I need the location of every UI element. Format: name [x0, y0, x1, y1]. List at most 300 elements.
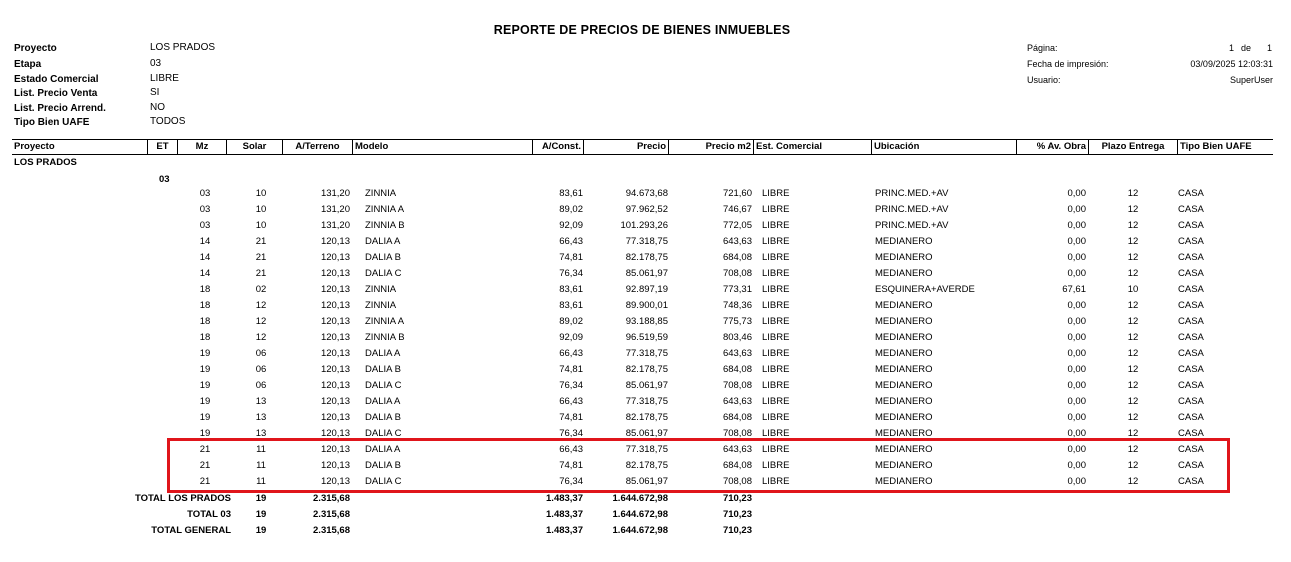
cell-preciom2: 708,08 — [722, 380, 752, 391]
cell-mz: 19 — [199, 412, 211, 423]
cell-aterreno: 120,13 — [320, 284, 350, 295]
cell-precio: 77.318,75 — [625, 444, 668, 455]
cell-modelo: DALIA C — [365, 380, 402, 391]
total-label: TOTAL 03 — [187, 509, 231, 520]
cell-plazo: 12 — [1127, 300, 1139, 311]
cell-solar: 06 — [255, 364, 267, 375]
cell-precio: 94.673,68 — [625, 188, 668, 199]
cell-estado: LIBRE — [762, 204, 790, 215]
cell-avance: 0,00 — [1067, 316, 1086, 327]
cell-solar: 06 — [255, 380, 267, 391]
cell-mz: 19 — [199, 348, 211, 359]
cell-plazo: 12 — [1127, 348, 1139, 359]
cell-tipo: CASA — [1178, 268, 1204, 279]
group-project: LOS PRADOS — [14, 157, 77, 168]
cell-avance: 0,00 — [1067, 188, 1086, 199]
cell-modelo: DALIA A — [365, 348, 401, 359]
cell-avance: 0,00 — [1067, 380, 1086, 391]
cell-tipo: CASA — [1178, 332, 1204, 343]
table-header — [12, 139, 1273, 155]
cell-aconst: 74,81 — [559, 460, 583, 471]
cell-estado: LIBRE — [762, 364, 790, 375]
cell-mz: 19 — [199, 428, 211, 439]
cell-preciom2: 708,08 — [722, 268, 752, 279]
total-label: TOTAL LOS PRADOS — [134, 493, 231, 504]
column-header: Est. Comercial — [754, 140, 872, 154]
cell-aconst: 83,61 — [559, 284, 583, 295]
cell-estado: LIBRE — [762, 300, 790, 311]
cell-preciom2: 708,08 — [722, 428, 752, 439]
cell-plazo: 12 — [1127, 236, 1139, 247]
cell-tipo: CASA — [1178, 380, 1204, 391]
cell-estado: LIBRE — [762, 444, 790, 455]
cell-aterreno: 120,13 — [320, 252, 350, 263]
cell-avance: 0,00 — [1067, 364, 1086, 375]
cell-tipo: CASA — [1178, 220, 1204, 231]
param-value: TODOS — [150, 116, 186, 127]
cell-plazo: 12 — [1127, 252, 1139, 263]
cell-aterreno: 131,20 — [320, 204, 350, 215]
cell-estado: LIBRE — [762, 332, 790, 343]
cell-aterreno: 120,13 — [320, 476, 350, 487]
table-row — [0, 314, 1291, 330]
cell-aconst: 66,43 — [559, 396, 583, 407]
cell-preciom2: 748,36 — [722, 300, 752, 311]
total-label: TOTAL GENERAL — [151, 525, 231, 536]
column-header: Precio m2 — [669, 140, 754, 154]
column-header: Solar — [227, 140, 283, 154]
cell-precio: 85.061,97 — [625, 476, 668, 487]
cell-ubicacion: MEDIANERO — [875, 444, 933, 455]
cell-preciom2: 684,08 — [722, 412, 752, 423]
cell-modelo: DALIA C — [365, 428, 402, 439]
table-row — [0, 378, 1291, 394]
cell-aterreno: 120,13 — [320, 332, 350, 343]
cell-avance: 0,00 — [1067, 428, 1086, 439]
total-precio: 1.644.672,98 — [612, 509, 668, 520]
table-row — [0, 234, 1291, 250]
cell-tipo: CASA — [1178, 300, 1204, 311]
cell-ubicacion: MEDIANERO — [875, 268, 933, 279]
cell-aconst: 76,34 — [559, 428, 583, 439]
cell-preciom2: 643,63 — [722, 444, 752, 455]
column-header: Plazo Entrega — [1089, 140, 1178, 154]
cell-preciom2: 721,60 — [722, 188, 752, 199]
cell-solar: 11 — [256, 476, 266, 487]
column-header: A/Const. — [533, 140, 584, 154]
cell-avance: 0,00 — [1067, 444, 1086, 455]
cell-aconst: 89,02 — [559, 316, 583, 327]
cell-aconst: 66,43 — [559, 444, 583, 455]
cell-aconst: 92,09 — [559, 220, 583, 231]
cell-solar: 13 — [255, 428, 267, 439]
cell-modelo: DALIA C — [365, 476, 402, 487]
param-value: LIBRE — [150, 73, 179, 84]
cell-precio: 77.318,75 — [625, 348, 668, 359]
cell-preciom2: 746,67 — [722, 204, 752, 215]
cell-mz: 14 — [199, 268, 211, 279]
cell-modelo: DALIA B — [365, 412, 401, 423]
total-aconst: 1.483,37 — [546, 509, 583, 520]
cell-plazo: 12 — [1127, 412, 1139, 423]
cell-mz: 03 — [199, 220, 211, 231]
cell-modelo: DALIA A — [365, 236, 401, 247]
cell-precio: 82.178,75 — [625, 460, 668, 471]
cell-tipo: CASA — [1178, 284, 1204, 295]
cell-tipo: CASA — [1178, 364, 1204, 375]
column-header: A/Terreno — [283, 140, 353, 154]
cell-solar: 10 — [255, 220, 267, 231]
cell-solar: 10 — [255, 188, 267, 199]
cell-modelo: ZINNIA B — [365, 220, 405, 231]
cell-aterreno: 131,20 — [320, 220, 350, 231]
cell-tipo: CASA — [1178, 204, 1204, 215]
total-preciom2: 710,23 — [722, 493, 752, 504]
cell-tipo: CASA — [1178, 252, 1204, 263]
cell-estado: LIBRE — [762, 236, 790, 247]
cell-estado: LIBRE — [762, 268, 790, 279]
column-header: Proyecto — [12, 140, 148, 154]
cell-modelo: ZINNIA — [365, 188, 397, 199]
cell-precio: 92.897,19 — [625, 284, 668, 295]
cell-ubicacion: MEDIANERO — [875, 364, 933, 375]
cell-aconst: 66,43 — [559, 348, 583, 359]
cell-mz: 19 — [199, 380, 211, 391]
cell-ubicacion: PRINC.MED.+AV — [875, 204, 949, 215]
cell-aterreno: 120,13 — [320, 316, 350, 327]
cell-avance: 0,00 — [1067, 236, 1086, 247]
cell-ubicacion: MEDIANERO — [875, 252, 933, 263]
cell-modelo: DALIA C — [365, 268, 402, 279]
cell-ubicacion: MEDIANERO — [875, 316, 933, 327]
cell-aconst: 76,34 — [559, 380, 583, 391]
cell-solar: 11 — [256, 444, 266, 455]
cell-precio: 85.061,97 — [625, 428, 668, 439]
cell-modelo: DALIA A — [365, 444, 401, 455]
cell-modelo: DALIA B — [365, 252, 401, 263]
cell-avance: 0,00 — [1067, 396, 1086, 407]
cell-mz: 03 — [199, 204, 211, 215]
cell-plazo: 12 — [1127, 444, 1139, 455]
cell-solar: 11 — [256, 460, 266, 471]
cell-mz: 18 — [199, 300, 211, 311]
cell-avance: 0,00 — [1067, 412, 1086, 423]
column-header: Tipo Bien UAFE — [1180, 141, 1252, 152]
cell-solar: 12 — [255, 300, 267, 311]
total-row — [0, 523, 1291, 539]
table-row — [0, 218, 1291, 234]
cell-solar: 21 — [255, 268, 267, 279]
cell-mz: 03 — [199, 188, 211, 199]
print-date-label: Fecha de impresión: — [1027, 59, 1109, 69]
total-aconst: 1.483,37 — [546, 493, 583, 504]
cell-estado: LIBRE — [762, 348, 790, 359]
cell-avance: 0,00 — [1067, 204, 1086, 215]
cell-solar: 12 — [255, 332, 267, 343]
cell-precio: 77.318,75 — [625, 396, 668, 407]
cell-aconst: 74,81 — [559, 252, 583, 263]
cell-plazo: 12 — [1127, 460, 1139, 471]
cell-modelo: DALIA B — [365, 364, 401, 375]
cell-avance: 0,00 — [1067, 220, 1086, 231]
total-row — [0, 507, 1291, 523]
cell-plazo: 12 — [1127, 316, 1139, 327]
param-label: Estado Comercial — [14, 74, 99, 85]
cell-precio: 77.318,75 — [625, 236, 668, 247]
cell-precio: 82.178,75 — [625, 364, 668, 375]
table-row — [0, 202, 1291, 218]
cell-preciom2: 775,73 — [722, 316, 752, 327]
cell-avance: 0,00 — [1067, 348, 1086, 359]
cell-aconst: 92,09 — [559, 332, 583, 343]
param-value: LOS PRADOS — [150, 42, 216, 53]
total-precio: 1.644.672,98 — [612, 525, 668, 536]
cell-ubicacion: PRINC.MED.+AV — [875, 220, 949, 231]
page-total: 1 — [1267, 43, 1273, 53]
cell-mz: 18 — [199, 284, 211, 295]
cell-precio: 97.962,52 — [625, 204, 668, 215]
cell-ubicacion: MEDIANERO — [875, 428, 933, 439]
column-header: Ubicación — [872, 140, 1017, 154]
cell-tipo: CASA — [1178, 396, 1204, 407]
table-row — [0, 298, 1291, 314]
cell-solar: 21 — [255, 236, 267, 247]
table-row — [0, 346, 1291, 362]
cell-modelo: ZINNIA — [365, 284, 397, 295]
cell-ubicacion: MEDIANERO — [875, 412, 933, 423]
cell-tipo: CASA — [1178, 412, 1204, 423]
print-date-value: 03/09/2025 12:03:31 — [1190, 59, 1273, 69]
cell-preciom2: 684,08 — [722, 460, 752, 471]
table-row — [0, 186, 1291, 202]
cell-plazo: 12 — [1127, 220, 1139, 231]
cell-aconst: 83,61 — [559, 300, 583, 311]
column-header: % Av. Obra — [1017, 140, 1089, 154]
cell-avance: 0,00 — [1067, 268, 1086, 279]
page-current: 1 — [1229, 43, 1235, 53]
cell-solar: 13 — [255, 396, 267, 407]
cell-ubicacion: MEDIANERO — [875, 332, 933, 343]
cell-solar: 10 — [255, 204, 267, 215]
cell-precio: 89.900,01 — [625, 300, 668, 311]
cell-tipo: CASA — [1178, 428, 1204, 439]
cell-precio: 85.061,97 — [625, 268, 668, 279]
cell-preciom2: 773,31 — [722, 284, 752, 295]
cell-aterreno: 120,13 — [320, 412, 350, 423]
cell-aconst: 74,81 — [559, 412, 583, 423]
table-row — [0, 330, 1291, 346]
column-header: Precio — [584, 140, 669, 154]
param-label: Etapa — [14, 59, 42, 70]
cell-ubicacion: MEDIANERO — [875, 380, 933, 391]
cell-precio: 96.519,59 — [625, 332, 668, 343]
cell-tipo: CASA — [1178, 236, 1204, 247]
cell-modelo: ZINNIA A — [365, 316, 405, 327]
cell-solar: 02 — [255, 284, 267, 295]
cell-estado: LIBRE — [762, 460, 790, 471]
cell-estado: LIBRE — [762, 412, 790, 423]
cell-aterreno: 120,13 — [320, 380, 350, 391]
cell-plazo: 12 — [1127, 476, 1139, 487]
table-row — [0, 394, 1291, 410]
cell-plazo: 12 — [1127, 332, 1139, 343]
cell-mz: 14 — [199, 252, 211, 263]
report-title: REPORTE DE PRECIOS DE BIENES INMUEBLES — [493, 23, 791, 37]
cell-ubicacion: MEDIANERO — [875, 348, 933, 359]
cell-aconst: 76,34 — [559, 268, 583, 279]
total-count: 19 — [255, 493, 267, 504]
cell-mz: 21 — [199, 476, 211, 487]
total-preciom2: 710,23 — [722, 525, 752, 536]
param-label: List. Precio Arrend. — [14, 103, 106, 114]
cell-preciom2: 803,46 — [722, 332, 752, 343]
cell-aterreno: 120,13 — [320, 428, 350, 439]
cell-modelo: DALIA A — [365, 396, 401, 407]
cell-avance: 0,00 — [1067, 300, 1086, 311]
cell-estado: LIBRE — [762, 476, 790, 487]
cell-plazo: 12 — [1127, 396, 1139, 407]
cell-plazo: 12 — [1127, 268, 1139, 279]
cell-estado: LIBRE — [762, 252, 790, 263]
total-row — [0, 491, 1291, 507]
cell-mz: 18 — [199, 316, 211, 327]
cell-mz: 18 — [199, 332, 211, 343]
cell-aconst: 76,34 — [559, 476, 583, 487]
cell-avance: 0,00 — [1067, 476, 1086, 487]
cell-ubicacion: MEDIANERO — [875, 460, 933, 471]
cell-solar: 21 — [255, 252, 267, 263]
cell-plazo: 12 — [1127, 364, 1139, 375]
page-label: Página: — [1027, 43, 1058, 53]
cell-aterreno: 120,13 — [320, 300, 350, 311]
cell-mz: 21 — [199, 460, 211, 471]
column-header: ET — [148, 140, 178, 154]
cell-estado: LIBRE — [762, 188, 790, 199]
cell-mz: 14 — [199, 236, 211, 247]
cell-preciom2: 772,05 — [722, 220, 752, 231]
cell-preciom2: 643,63 — [722, 236, 752, 247]
cell-modelo: DALIA B — [365, 460, 401, 471]
cell-mz: 19 — [199, 364, 211, 375]
cell-aterreno: 120,13 — [320, 348, 350, 359]
cell-preciom2: 643,63 — [722, 348, 752, 359]
cell-precio: 93.188,85 — [625, 316, 668, 327]
cell-ubicacion: MEDIANERO — [875, 476, 933, 487]
param-label: Proyecto — [14, 43, 57, 54]
total-aterreno: 2.315,68 — [313, 525, 350, 536]
cell-modelo: ZINNIA A — [365, 204, 405, 215]
cell-ubicacion: PRINC.MED.+AV — [875, 188, 949, 199]
cell-ubicacion: MEDIANERO — [875, 300, 933, 311]
cell-plazo: 12 — [1127, 428, 1139, 439]
cell-estado: LIBRE — [762, 380, 790, 391]
param-label: Tipo Bien UAFE — [14, 117, 90, 128]
cell-preciom2: 643,63 — [722, 396, 752, 407]
cell-solar: 12 — [255, 316, 267, 327]
cell-solar: 13 — [255, 412, 267, 423]
cell-ubicacion: MEDIANERO — [875, 236, 933, 247]
cell-preciom2: 708,08 — [722, 476, 752, 487]
cell-tipo: CASA — [1178, 348, 1204, 359]
table-row — [0, 266, 1291, 282]
cell-aterreno: 120,13 — [320, 444, 350, 455]
cell-avance: 0,00 — [1067, 460, 1086, 471]
page-de: de — [1241, 43, 1252, 53]
cell-tipo: CASA — [1178, 316, 1204, 327]
cell-precio: 85.061,97 — [625, 380, 668, 391]
cell-plazo: 12 — [1127, 204, 1139, 215]
cell-precio: 82.178,75 — [625, 252, 668, 263]
cell-estado: LIBRE — [762, 220, 790, 231]
group-stage: 03 — [159, 174, 170, 185]
cell-aterreno: 120,13 — [320, 236, 350, 247]
cell-aterreno: 120,13 — [320, 364, 350, 375]
cell-estado: LIBRE — [762, 284, 790, 295]
cell-mz: 19 — [199, 396, 211, 407]
cell-avance: 0,00 — [1067, 252, 1086, 263]
column-header: Mz — [178, 140, 227, 154]
cell-tipo: CASA — [1178, 188, 1204, 199]
total-preciom2: 710,23 — [722, 509, 752, 520]
table-row — [0, 250, 1291, 266]
cell-aconst: 74,81 — [559, 364, 583, 375]
cell-estado: LIBRE — [762, 428, 790, 439]
cell-ubicacion: ESQUINERA+AVERDE — [875, 284, 975, 295]
cell-modelo: ZINNIA — [365, 300, 397, 311]
cell-mz: 21 — [199, 444, 211, 455]
cell-aterreno: 120,13 — [320, 268, 350, 279]
param-value: SI — [150, 87, 160, 98]
highlight-box — [167, 438, 1230, 493]
cell-avance: 0,00 — [1067, 332, 1086, 343]
cell-preciom2: 684,08 — [722, 252, 752, 263]
total-aconst: 1.483,37 — [546, 525, 583, 536]
cell-precio: 82.178,75 — [625, 412, 668, 423]
cell-ubicacion: MEDIANERO — [875, 396, 933, 407]
cell-tipo: CASA — [1178, 444, 1204, 455]
param-value: 03 — [150, 58, 162, 69]
cell-aconst: 66,43 — [559, 236, 583, 247]
cell-aconst: 83,61 — [559, 188, 583, 199]
cell-modelo: ZINNIA B — [365, 332, 405, 343]
total-aterreno: 2.315,68 — [313, 493, 350, 504]
table-row — [0, 410, 1291, 426]
cell-aterreno: 131,20 — [320, 188, 350, 199]
cell-tipo: CASA — [1178, 476, 1204, 487]
cell-estado: LIBRE — [762, 316, 790, 327]
cell-tipo: CASA — [1178, 460, 1204, 471]
total-precio: 1.644.672,98 — [612, 493, 668, 504]
cell-preciom2: 684,08 — [722, 364, 752, 375]
cell-plazo: 10 — [1127, 284, 1139, 295]
cell-precio: 101.293,26 — [620, 220, 668, 231]
cell-avance: 67,61 — [1062, 284, 1086, 295]
cell-estado: LIBRE — [762, 396, 790, 407]
table-row — [0, 362, 1291, 378]
cell-solar: 06 — [255, 348, 267, 359]
user-label: Usuario: — [1027, 75, 1061, 85]
cell-plazo: 12 — [1127, 188, 1139, 199]
total-count: 19 — [255, 525, 267, 536]
param-value: NO — [150, 102, 165, 113]
cell-aconst: 89,02 — [559, 204, 583, 215]
column-header: Modelo — [353, 140, 533, 154]
cell-aterreno: 120,13 — [320, 396, 350, 407]
total-count: 19 — [255, 509, 267, 520]
table-row — [0, 282, 1291, 298]
cell-aterreno: 120,13 — [320, 460, 350, 471]
user-value: SuperUser — [1229, 75, 1273, 85]
